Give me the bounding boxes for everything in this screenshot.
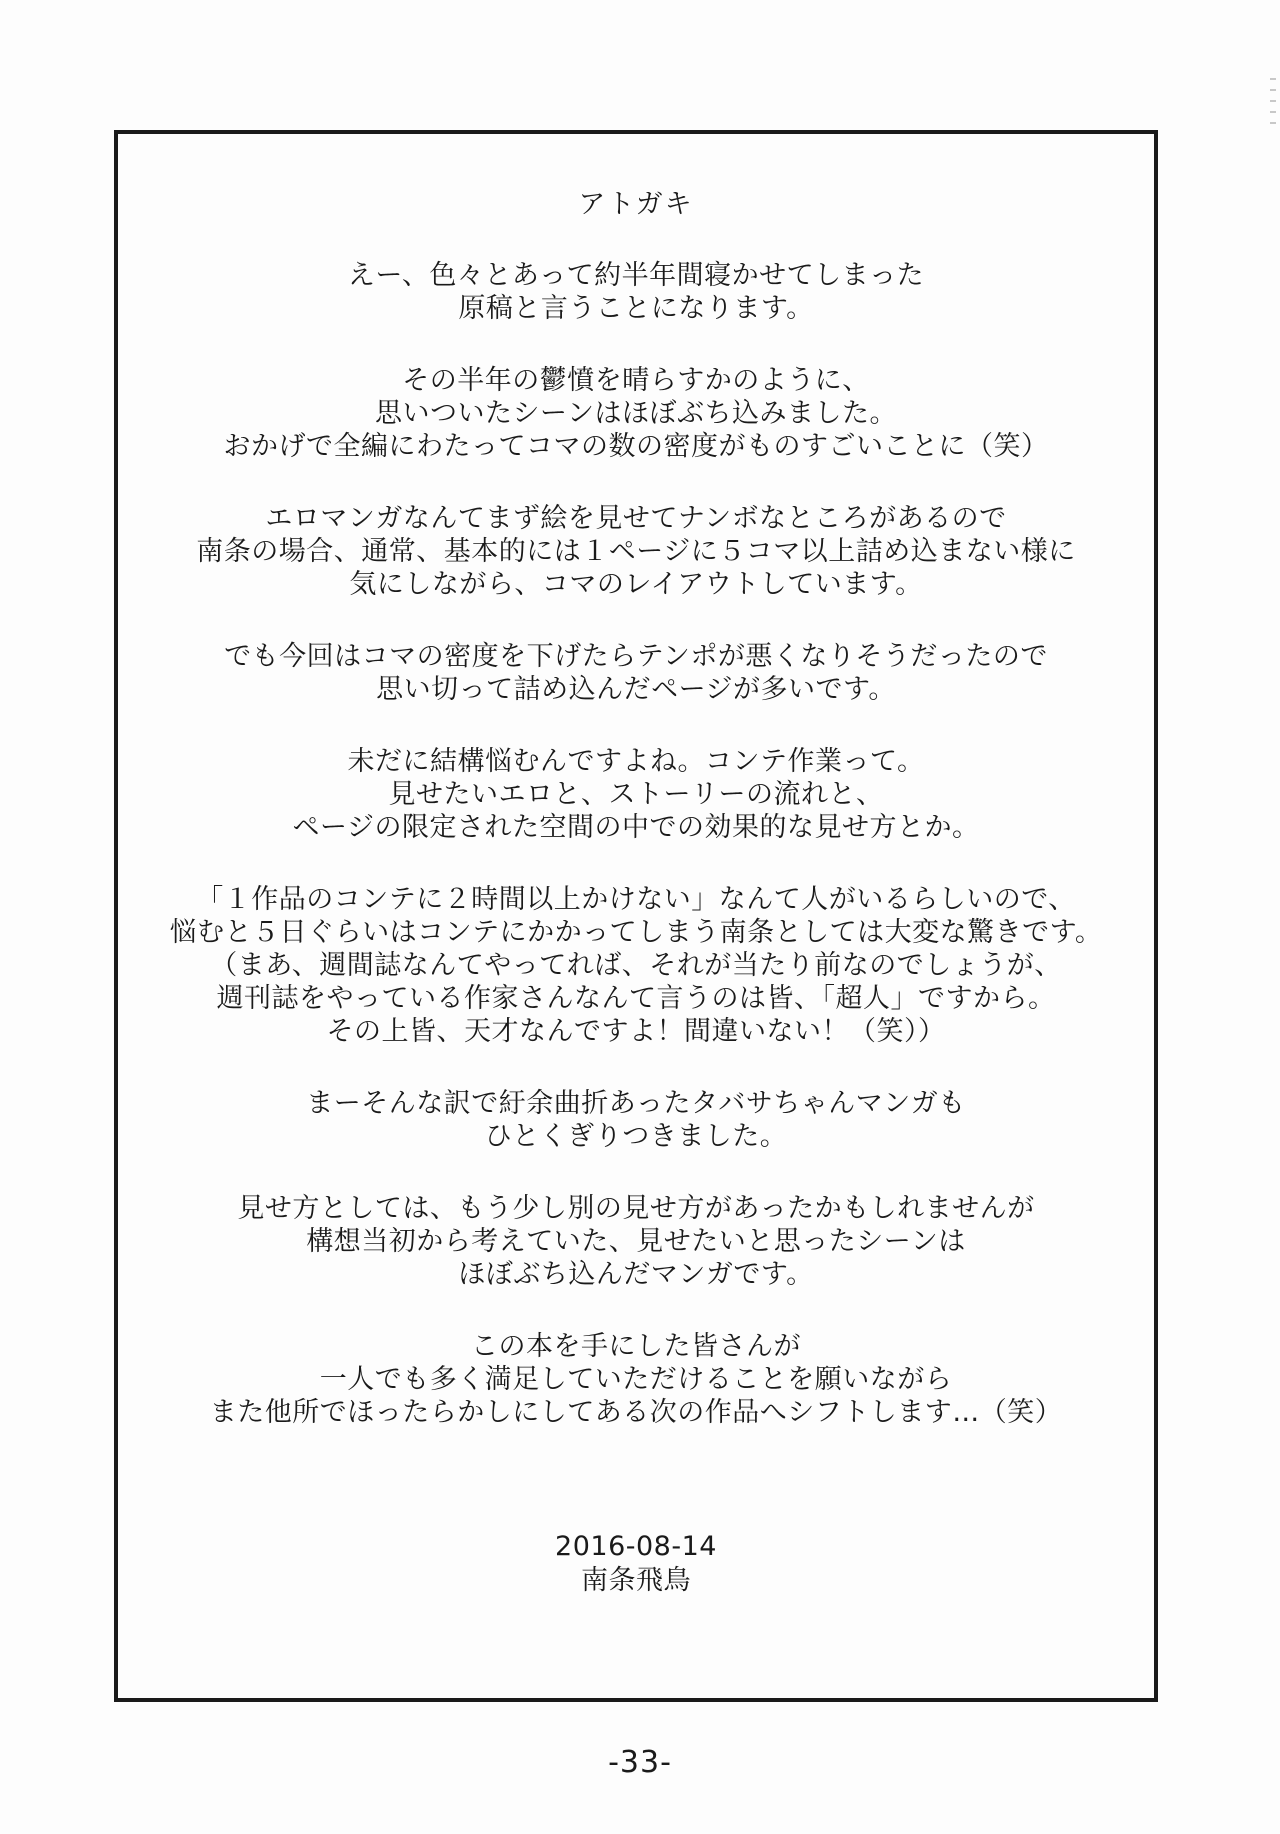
paragraph [118,502,1154,601]
text-line: 週刊誌をやっている作家さんなんて言うのは皆、「超人」ですから。 [216,983,1056,1014]
afterword-title: アトガキ [578,189,694,220]
paragraph [118,883,1154,1048]
text-line: 悩むと５日ぐらいはコンテにかかってしまう南条としては大変な驚きです。 [169,917,1103,948]
text-line: 原稿と言うことになります。 [458,293,814,324]
paragraph [118,259,1154,325]
page-edge-marks [1270,78,1276,138]
text-line: （まあ、週間誌なんてやってれば、それが当たり前なのでしょうが、 [210,950,1062,981]
text-line: まーそんな訳で紆余曲折あったタバサちゃんマンガも [306,1088,966,1119]
text-line: 構想当初から考えていた、見せたいと思ったシーンは [306,1226,966,1257]
signoff [118,1530,1154,1598]
text-line: 思い切って詰め込んだページが多いです。 [376,674,896,705]
text-line: エロマンガなんてまず絵を見せてナンボなところがあるので [265,503,1007,534]
edge-mark [1270,100,1276,102]
paragraph [118,640,1154,706]
text-line: えー、色々とあって約半年間寝かせてしまった [347,260,925,291]
text-line: ひとくぎりつきました。 [484,1121,788,1152]
text-line: でも今回はコマの密度を下げたらテンポが悪くなりそうだったので [224,641,1048,672]
edge-mark [1270,111,1276,113]
paragraph [118,745,1154,844]
text-line: その上皆、天才なんですよ！間違いない！（笑）） [326,1016,946,1047]
paragraph [118,364,1154,463]
paragraph [118,1192,1154,1291]
text-line: この本を手にした皆さんが [471,1331,801,1362]
edge-mark [1270,89,1276,91]
date: 2016-08-14 [555,1531,717,1562]
text-line: 見せ方としては、もう少し別の見せ方があったかもしれませんが [237,1193,1035,1224]
text-line: 未だに結構悩むんですよね。コンテ作業って。 [347,746,925,777]
edge-mark [1270,122,1276,124]
text-line: おかげで全編にわたってコマの数の密度がものすごいことに（笑） [223,431,1049,462]
edge-mark [1270,78,1276,80]
author-name: 南条飛鳥 [581,1565,691,1596]
paragraph [118,1330,1154,1429]
text-line: 南条の場合、通常、基本的には１ページに５コマ以上詰め込まない様に [196,536,1076,567]
text-line: 一人でも多く満足していただけることを願いながら [319,1364,953,1395]
text-line: 気にしながら、コマのレイアウトしています。 [349,569,923,600]
page-number: -33- [608,1745,672,1780]
afterword-frame [114,130,1158,1702]
text-line: その半年の鬱憤を晴らすかのように、 [402,365,870,396]
afterword-body [118,259,1154,1468]
text-line: 思いついたシーンはほぼぶち込みました。 [375,398,897,429]
text-line: 「１作品のコンテに２時間以上かけない」なんて人がいるらしいので、 [196,884,1076,915]
paragraph [118,1087,1154,1153]
text-line: 見せたいエロと、ストーリーの流れと、 [388,779,884,810]
text-line: ページの限定された空間の中での効果的な見せ方とか。 [292,812,980,843]
text-line: ほぼぶち込んだマンガです。 [458,1259,814,1290]
text-line: また他所でほったらかしにしてある次の作品へシフトします…（笑） [209,1397,1063,1428]
